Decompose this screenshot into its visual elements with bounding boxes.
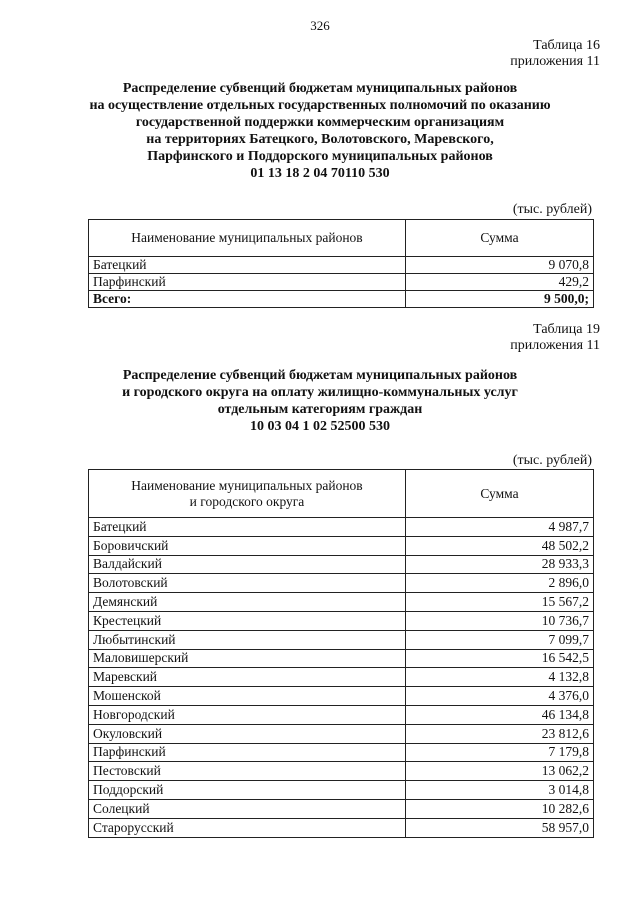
district-name: Солецкий [89, 799, 406, 818]
table-row [89, 274, 594, 291]
district-sum: 10 736,7 [406, 611, 594, 630]
table19-title-line: отдельным категориям граждан [217, 402, 423, 417]
column-header-name: Наименование муниципальных районов [89, 220, 406, 257]
district-sum: 3 014,8 [406, 781, 594, 800]
district-sum: 16 542,5 [406, 649, 594, 668]
district-sum: 28 933,3 [406, 555, 594, 574]
district-name: Парфинский [89, 743, 406, 762]
table-row [89, 630, 594, 649]
table-row [89, 705, 594, 724]
total-sum: 9 500,0; [406, 291, 594, 308]
table19-ref-line1: Таблица 19 [533, 322, 600, 337]
table19-units: (тыс. рублей) [512, 453, 592, 468]
district-name: Старорусский [89, 818, 406, 837]
district-sum: 48 502,2 [406, 536, 594, 555]
column-header-sum: Сумма [406, 220, 594, 257]
table19-title-line: Распределение субвенций бюджетам муниципальных районов [122, 368, 518, 383]
table16-title-line: государственной поддержки коммерческим организациям [135, 115, 505, 130]
district-sum: 2 896,0 [406, 574, 594, 593]
district-name: Поддорский [89, 781, 406, 800]
table-row [89, 818, 594, 837]
table19-title-line: и городского округа на оплату жилищно-коммунальных услуг [122, 385, 518, 400]
table-row [89, 555, 594, 574]
table16-title [60, 80, 580, 182]
table-row [89, 536, 594, 555]
district-name: Любытинский [89, 630, 406, 649]
table-row [89, 257, 594, 274]
table16-ref-line2: приложения 11 [510, 54, 600, 69]
district-name: Крестецкий [89, 611, 406, 630]
total-label: Всего: [89, 291, 406, 308]
table16-title-line: на территориях Батецкого, Волотовского, Маревского, [146, 132, 494, 147]
table-header-row [89, 470, 594, 518]
table16-title-line: Парфинского и Поддорского муниципальных районов [147, 149, 493, 164]
district-sum: 13 062,2 [406, 762, 594, 781]
district-name: Мошенской [89, 687, 406, 706]
district-sum: 46 134,8 [406, 705, 594, 724]
district-sum: 23 812,6 [406, 724, 594, 743]
district-name: Новгородский [89, 705, 406, 724]
table-row [89, 649, 594, 668]
district-name: Батецкий [89, 518, 406, 537]
table-row [89, 611, 594, 630]
table16-reference [510, 38, 600, 70]
district-sum: 7 099,7 [406, 630, 594, 649]
page-number: 326 [310, 18, 330, 33]
district-name: Демянский [89, 593, 406, 612]
table16-title-line: Распределение субвенций бюджетам муниципальных районов [122, 81, 518, 96]
district-name: Валдайский [89, 555, 406, 574]
district-name: Окуловский [89, 724, 406, 743]
district-sum: 7 179,8 [406, 743, 594, 762]
district-sum: 4 132,8 [406, 668, 594, 687]
column-header-sum: Сумма [406, 470, 594, 518]
table-row [89, 799, 594, 818]
district-name: Парфинский [89, 274, 406, 291]
table-row [89, 724, 594, 743]
district-sum: 15 567,2 [406, 593, 594, 612]
table-row [89, 668, 594, 687]
table19-ref-line2: приложения 11 [510, 338, 600, 353]
district-sum: 4 987,7 [406, 518, 594, 537]
table16-ref-line1: Таблица 16 [533, 38, 600, 53]
district-sum: 429,2 [406, 274, 594, 291]
table16-title-line: на осуществление отдельных государственных полномочий по оказанию [89, 98, 551, 113]
district-sum: 58 957,0 [406, 818, 594, 837]
table-header-row [89, 220, 594, 257]
total-row [89, 291, 594, 308]
column-header-name-line2: и городского округа [189, 493, 305, 509]
district-sum: 10 282,6 [406, 799, 594, 818]
table-row [89, 781, 594, 800]
table-row [89, 593, 594, 612]
table19 [88, 469, 594, 838]
district-name: Маревский [89, 668, 406, 687]
table-row [89, 743, 594, 762]
table19-reference [510, 322, 600, 354]
table16-units: (тыс. рублей) [512, 202, 592, 217]
table19-body [89, 518, 594, 838]
district-sum: 4 376,0 [406, 687, 594, 706]
table16-title-line: 01 13 18 2 04 70110 530 [250, 166, 390, 181]
table16 [88, 219, 594, 308]
table-row [89, 687, 594, 706]
column-header-name [89, 470, 406, 518]
district-name: Маловишерский [89, 649, 406, 668]
table19-title-line: 10 03 04 1 02 52500 530 [250, 419, 390, 434]
table-row [89, 518, 594, 537]
district-name: Боровичский [89, 536, 406, 555]
district-name: Батецкий [89, 257, 406, 274]
district-name: Волотовский [89, 574, 406, 593]
table-row [89, 762, 594, 781]
district-sum: 9 070,8 [406, 257, 594, 274]
table-row [89, 574, 594, 593]
district-name: Пестовский [89, 762, 406, 781]
table19-title [60, 367, 580, 435]
column-header-name-line1: Наименование муниципальных районов [131, 477, 363, 493]
